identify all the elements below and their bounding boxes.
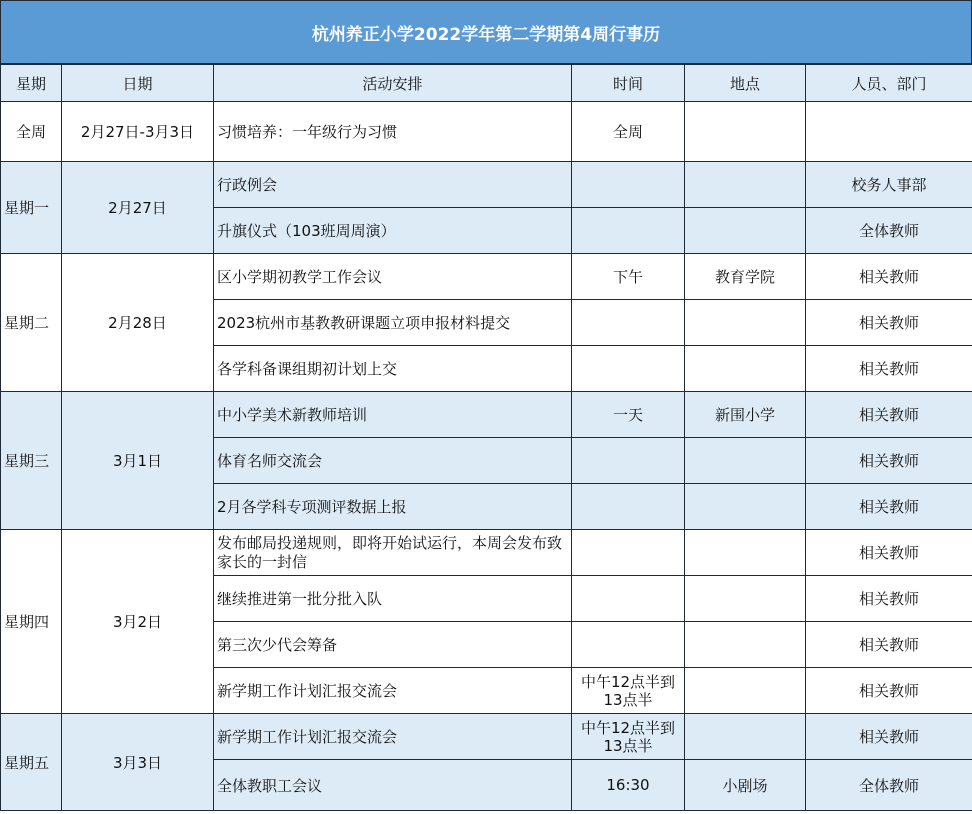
time-cell [572, 576, 685, 622]
people-cell: 校务人事部 [806, 162, 972, 208]
people-cell: 相关教师 [806, 346, 972, 392]
activity-cell: 发布邮局投递规则，即将开始试运行，本周会发布致家长的一封信 [214, 530, 572, 576]
people-cell: 相关教师 [806, 300, 972, 346]
date-cell: 2月28日 [62, 254, 214, 392]
people-cell: 全体教师 [806, 760, 972, 811]
activity-cell: 各学科备课组期初计划上交 [214, 346, 572, 392]
activity-cell: 第三次少代会筹备 [214, 622, 572, 668]
people-cell: 相关教师 [806, 254, 972, 300]
place-cell [685, 530, 806, 576]
activity-cell: 全体教职工会议 [214, 760, 572, 811]
table-row [1, 102, 972, 162]
header-row [1, 65, 972, 102]
activity-cell: 体育名师交流会 [214, 438, 572, 484]
activity-cell: 行政例会 [214, 162, 572, 208]
schedule-table [0, 64, 972, 811]
place-cell [685, 208, 806, 254]
time-cell [572, 346, 685, 392]
activity-cell: 习惯培养：一年级行为习惯 [214, 102, 572, 162]
date-cell: 2月27日 [62, 162, 214, 254]
people-cell [806, 102, 972, 162]
day-cell: 星期二 [1, 254, 62, 392]
people-cell: 相关教师 [806, 576, 972, 622]
place-cell [685, 622, 806, 668]
place-cell [685, 162, 806, 208]
table-row [1, 162, 972, 208]
activity-cell: 2023杭州市基教教研课题立项申报材料提交 [214, 300, 572, 346]
time-cell [572, 208, 685, 254]
people-cell: 相关教师 [806, 484, 972, 530]
page-title: 杭州养正小学2022学年第二学期第4周行事历 [0, 0, 972, 64]
place-cell [685, 576, 806, 622]
time-cell: 一天 [572, 392, 685, 438]
time-cell: 中午12点半到13点半 [572, 714, 685, 760]
place-cell [685, 668, 806, 714]
activity-cell: 新学期工作计划汇报交流会 [214, 668, 572, 714]
table-row [1, 530, 972, 576]
date-cell: 3月1日 [62, 392, 214, 530]
place-cell [685, 484, 806, 530]
time-cell: 下午 [572, 254, 685, 300]
header-time: 时间 [572, 65, 685, 102]
place-cell: 小剧场 [685, 760, 806, 811]
people-cell: 全体教师 [806, 208, 972, 254]
activity-cell: 中小学美术新教师培训 [214, 392, 572, 438]
place-cell: 教育学院 [685, 254, 806, 300]
header-place: 地点 [685, 65, 806, 102]
table-row [1, 392, 972, 438]
date-cell: 3月3日 [62, 714, 214, 811]
day-cell: 星期三 [1, 392, 62, 530]
time-cell [572, 162, 685, 208]
date-cell: 2月27日-3月3日 [62, 102, 214, 162]
people-cell: 相关教师 [806, 392, 972, 438]
people-cell: 相关教师 [806, 622, 972, 668]
time-cell [572, 622, 685, 668]
time-cell [572, 300, 685, 346]
time-cell: 中午12点半到13点半 [572, 668, 685, 714]
day-cell: 星期四 [1, 530, 62, 714]
header-activity: 活动安排 [214, 65, 572, 102]
activity-cell: 2月各学科专项测评数据上报 [214, 484, 572, 530]
time-cell [572, 530, 685, 576]
place-cell [685, 714, 806, 760]
activity-cell: 继续推进第一批分批入队 [214, 576, 572, 622]
header-people: 人员、部门 [806, 65, 972, 102]
place-cell [685, 438, 806, 484]
people-cell: 相关教师 [806, 668, 972, 714]
activity-cell: 升旗仪式（103班周周演） [214, 208, 572, 254]
day-cell: 全周 [1, 102, 62, 162]
people-cell: 相关教师 [806, 714, 972, 760]
place-cell [685, 300, 806, 346]
date-cell: 3月2日 [62, 530, 214, 714]
activity-cell: 区小学期初教学工作会议 [214, 254, 572, 300]
people-cell: 相关教师 [806, 438, 972, 484]
place-cell [685, 102, 806, 162]
header-date: 日期 [62, 65, 214, 102]
day-cell: 星期一 [1, 162, 62, 254]
day-cell: 星期五 [1, 714, 62, 811]
time-cell: 全周 [572, 102, 685, 162]
activity-cell: 新学期工作计划汇报交流会 [214, 714, 572, 760]
table-row [1, 714, 972, 760]
place-cell [685, 346, 806, 392]
header-day: 星期 [1, 65, 62, 102]
time-cell [572, 484, 685, 530]
place-cell: 新围小学 [685, 392, 806, 438]
people-cell: 相关教师 [806, 530, 972, 576]
time-cell [572, 438, 685, 484]
table-row [1, 254, 972, 300]
time-cell: 16:30 [572, 760, 685, 811]
